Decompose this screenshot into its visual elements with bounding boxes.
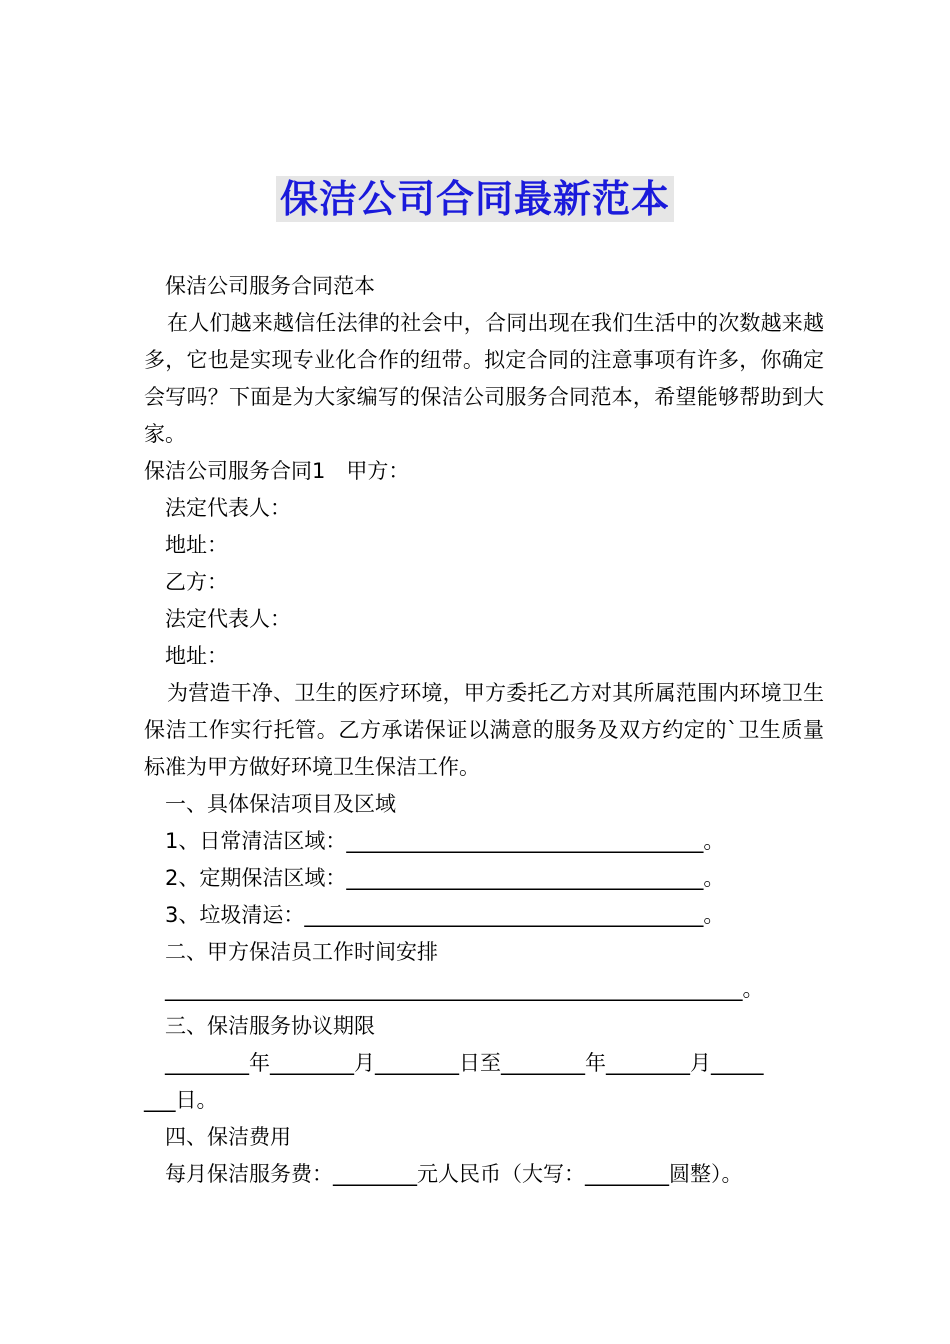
title-container [0,176,950,222]
document-body [144,268,824,1193]
purpose-paragraph: 为营造干净、卫生的医疗环境，甲方委托乙方对其所属范围内环境卫生保洁工作实行托管。乙方承诺保证以满意的服务及双方约定的`卫生质量标准为甲方做好环境卫生保洁工作。 [144,681,824,779]
monthly-fee-line: 每月保洁服务费：________元人民币（大写：________圆整）。 [165,1162,743,1186]
section-1-heading: 一、具体保洁项目及区域 [165,792,396,816]
section-4-heading: 四、保洁费用 [165,1125,291,1149]
document-title: 保洁公司合同最新范本 [276,176,674,222]
item-3-garbage-removal: 3、垃圾清运：______________________________________。 [165,903,725,927]
party-a-address: 地址： [165,533,228,557]
party-b-representative: 法定代表人： [165,607,291,631]
section-2-blank: _______________________________________________________。 [165,977,764,1001]
party-b-address: 地址： [165,644,228,668]
section-2-heading: 二、甲方保洁员工作时间安排 [165,940,438,964]
party-a-representative: 法定代表人： [165,496,291,520]
term-line-2: ___日。 [144,1088,218,1112]
term-line-1: ________年________月________日至________年________月_____ [165,1051,764,1075]
contract-heading: 保洁公司服务合同1 甲方： [144,459,410,483]
section-3-heading: 三、保洁服务协议期限 [165,1014,375,1038]
party-b: 乙方： [165,570,228,594]
item-2-periodic-cleaning: 2、定期保洁区域：__________________________________。 [165,866,725,890]
subtitle: 保洁公司服务合同范本 [165,274,375,298]
intro-paragraph: 在人们越来越信任法律的社会中，合同出现在我们生活中的次数越来越多，它也是实现专业化合作的纽带。拟定合同的注意事项有许多，你确定会写吗？下面是为大家编写的保洁公司服务合同范本，希望能够帮助到大家。 [144,311,824,446]
item-1-daily-cleaning: 1、日常清洁区域：__________________________________。 [165,829,725,853]
